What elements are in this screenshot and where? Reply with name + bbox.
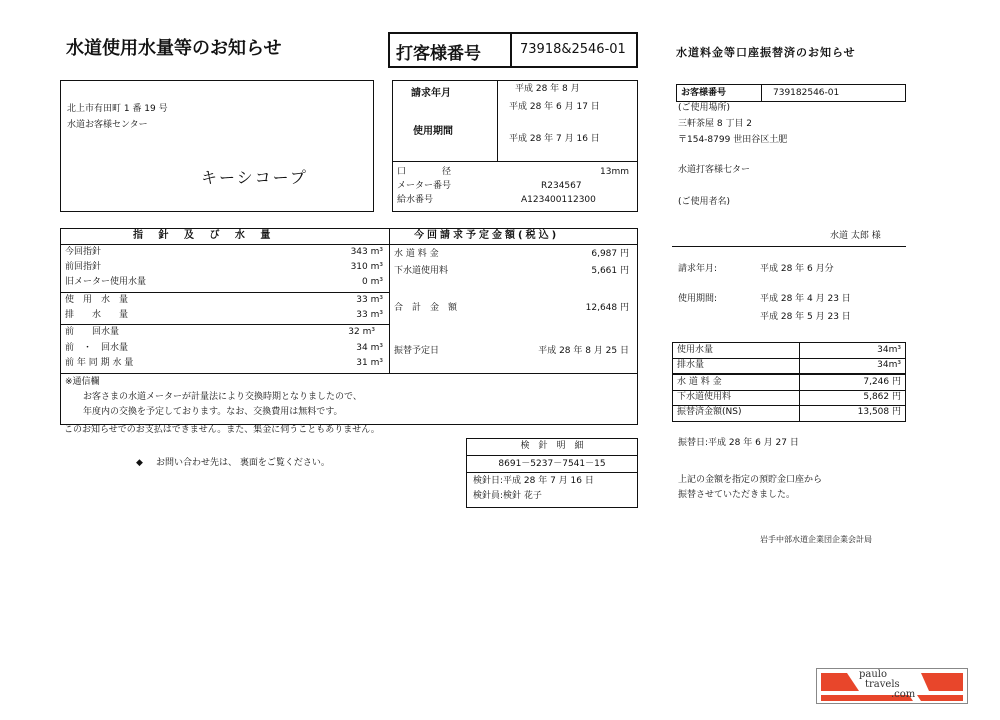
notice-line1: お客さまの水道メーターが計量法により交換時期となりましたので、 <box>83 392 362 402</box>
place-address2: 〒154-8799 世田谷区土肥 <box>678 135 788 145</box>
place-address1: 三軒茶屋 8 丁目 2 <box>678 119 753 129</box>
right-billing-value: 平成 28 年 6 月分 <box>760 264 834 274</box>
billing-period-label: 使用期間 <box>413 126 453 137</box>
address-line1: 北上市有田町 1 番 19 号 <box>67 104 168 114</box>
address-line2: 水道お客様センター <box>67 120 148 130</box>
charges-table: 今回請求予定金額(税込) 水 道 料 金 6,987 円 下水道使用料 5,661 円 合 計 金 額 12,648 円 振替予定日 平成 28 年 8 月 25 日 <box>389 228 638 374</box>
meter-table: 指 針 及 び 水 量 今回指針 343 m³ 前回指針 310 m³ 旧メーター使用水量 0 m³ 使 用 水 量 33 m³ 排 水 量 33 m³ 前 回水量 32 m³ 前 ・ 回水量 34 m³ 前 年 同 期 水 量 31 m³ <box>60 228 390 374</box>
notice-title: ※通信欄 <box>65 377 100 387</box>
inquiry-bullet: ◆ <box>136 458 143 468</box>
inspection-code: 8691－5237－7541－15 <box>498 459 606 469</box>
billing-info <box>392 80 638 212</box>
user-label: (ご使用者名) <box>678 197 731 207</box>
watermark-logo <box>816 668 968 704</box>
notice-line3: このお知らせでのお支払はできません。また、集金に伺うこともありません。 <box>64 425 380 435</box>
inquiry-text: お問い合わせ先は、 裏面をご覧ください。 <box>156 458 330 468</box>
inspection-header: 検 針 明 細 <box>520 441 584 451</box>
right-summary-table: 使用水量 34m³ 排水量 34m³ 水 道 料 金 7,246 円 下水道使用料 5,862 円 振替済金額(NS) 13,508 円 <box>672 342 906 422</box>
right-period-to: 平成 28 年 5 月 23 日 <box>760 312 851 322</box>
notice-box <box>60 373 638 425</box>
right-customer-number: お客様番号 739182546-01 <box>676 84 906 102</box>
address-block <box>60 80 374 212</box>
billing-row: メーター番号 R234567 <box>397 181 582 191</box>
user-name: 水道 太郎 様 <box>830 231 881 241</box>
page-title: 水道使用水量等のお知らせ <box>66 38 282 59</box>
customer-number-box <box>388 32 638 68</box>
right-billing-label: 請求年月: <box>678 264 718 274</box>
customer-number-value: 73918&2546-01 <box>520 42 626 57</box>
logo-text-1: paulo <box>859 669 888 680</box>
inspection-inspector: 検針員:検針 花子 <box>473 491 542 501</box>
right-period-from: 平成 28 年 4 月 23 日 <box>760 294 851 304</box>
transfer-note1: 上記の金額を指定の預貯金口座から <box>678 475 823 485</box>
place-label: (ご使用場所) <box>678 103 731 113</box>
logo-text-2: travels <box>865 679 900 690</box>
customer-number-label: 打客様番号 <box>396 44 481 64</box>
transfer-date: 振替日:平成 28 年 6 月 27 日 <box>678 438 799 448</box>
inspection-box <box>466 438 638 508</box>
billing-period-to: 平成 28 年 7 月 16 日 <box>509 134 600 144</box>
right-period-label: 使用期間: <box>678 294 718 304</box>
meter-header: 指 針 及 び 水 量 <box>133 230 277 241</box>
billing-row: 口 径 13mm <box>397 167 629 177</box>
billing-month-value: 平成 28 年 8 月 <box>515 84 580 94</box>
billing-row: 給水番号 A123400112300 <box>397 195 596 205</box>
service-center: 水道打客様七ター <box>678 165 751 175</box>
billing-month-label: 請求年月 <box>411 88 451 99</box>
inspection-date: 検針日:平成 28 年 7 月 16 日 <box>473 476 594 486</box>
notice-line2: 年度内の交換を予定しております。なお、交換費用は無料です。 <box>83 407 343 417</box>
logo-text-3: .com <box>891 689 916 700</box>
charges-header: 今回請求予定金額(税込) <box>414 230 560 241</box>
issuer: 岩手中部水道企業団企業会計局 <box>760 535 872 544</box>
right-title: 水道料金等口座振替済のお知らせ <box>676 46 856 59</box>
billing-period-from: 平成 28 年 6 月 17 日 <box>509 102 600 112</box>
transfer-note2: 振替させていただきました。 <box>678 490 796 500</box>
recipient-stamp: キーシコープ <box>201 168 308 187</box>
